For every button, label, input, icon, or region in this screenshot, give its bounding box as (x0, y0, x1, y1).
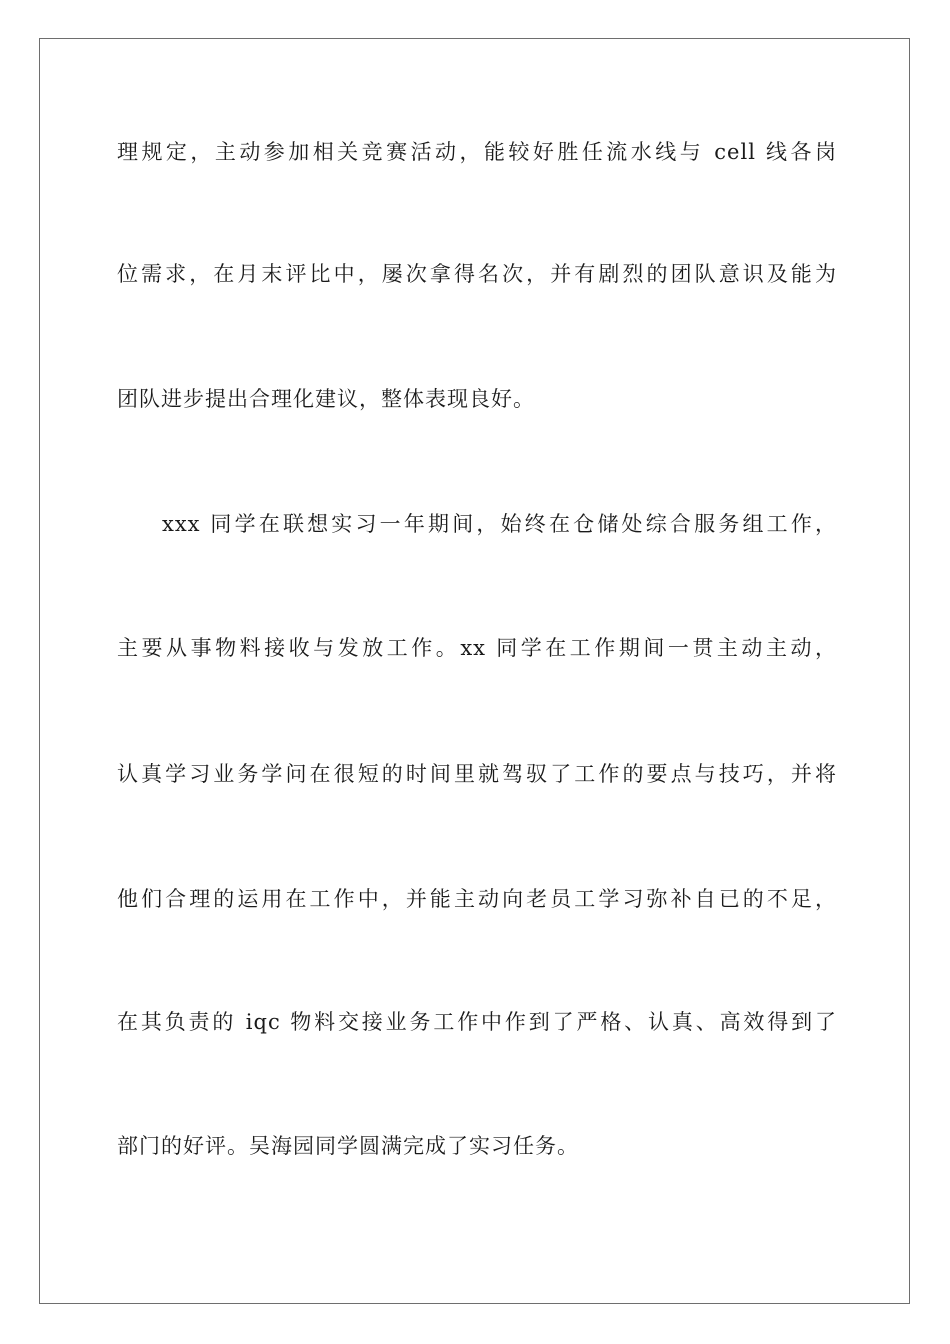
text-line-8: 在其负责的 iqc 物料交接业务工作中作到了严格、认真、高效得到了 (117, 1010, 837, 1034)
text-line-9: 部门的好评。吴海园同学圆满完成了实习任务。 (117, 1134, 579, 1158)
text-line-2: 位需求，在月末评比中，屡次拿得名次，并有剧烈的团队意识及能为 (117, 262, 837, 286)
text-line-7: 他们合理的运用在工作中，并能主动向老员工学习弥补自已的不足， (117, 887, 837, 911)
text-line-1: 理规定，主动参加相关竞赛活动，能较好胜任流水线与 cell 线各岗 (117, 140, 837, 164)
page-border (39, 38, 910, 1304)
text-line-5: 主要从事物料接收与发放工作。xx 同学在工作期间一贯主动主动， (117, 636, 837, 660)
text-line-4: xxx 同学在联想实习一年期间，始终在仓储处综合服务组工作， (162, 512, 837, 536)
text-line-6: 认真学习业务学问在很短的时间里就驾驭了工作的要点与技巧，并将 (117, 762, 837, 786)
text-line-3: 团队进步提出合理化建议，整体表现良好。 (117, 387, 535, 411)
